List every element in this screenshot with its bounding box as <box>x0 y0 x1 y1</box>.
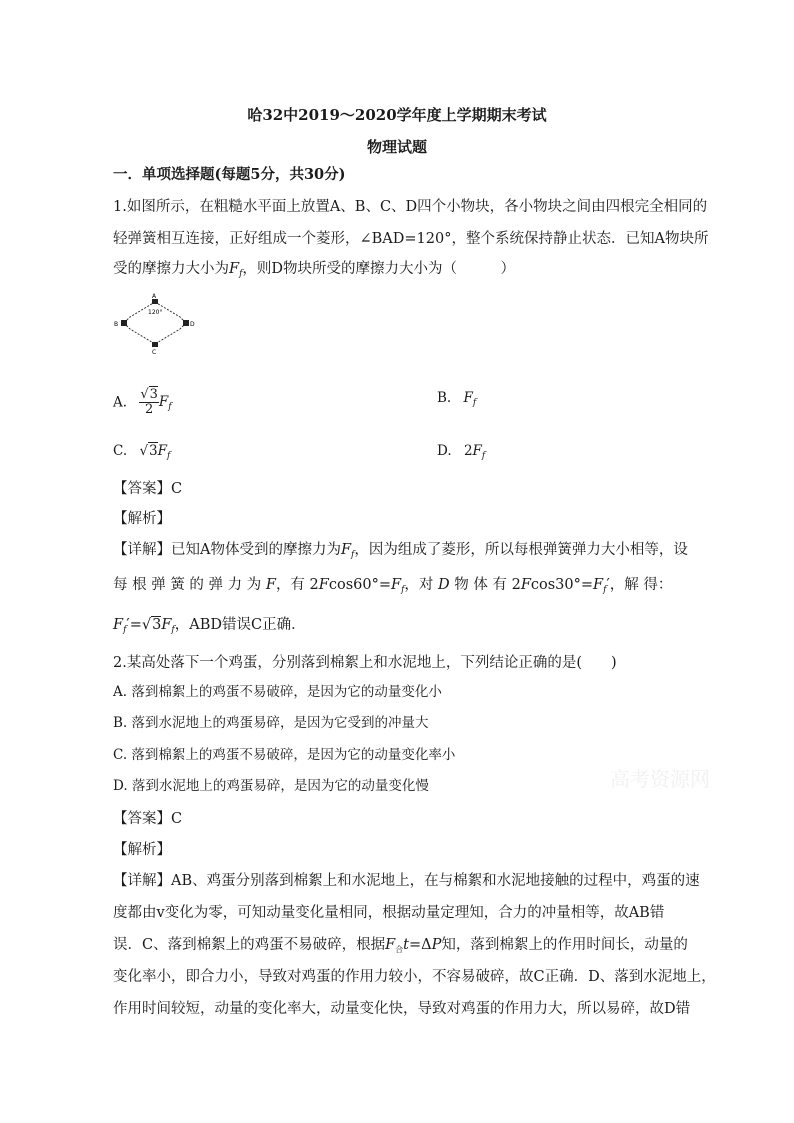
q1-detail-line3: $F_f'=√3F_f$，ABD错误C正确． <box>113 617 306 635</box>
block-b <box>121 320 127 326</box>
q2-detail-line1: 【详解】AB、鸡蛋分别落到棉絮上和水泥地上，在与棉絮和水泥地接触的过程中，鸡蛋的速 <box>113 873 700 889</box>
q1-option-d: D. $2F_f$ <box>437 443 486 461</box>
block-d <box>183 320 189 326</box>
q2-detail-line4: 变化率小，即合力小，导致对鸡蛋的作用力较小，不容易破碎，故C正确．D、落到水泥地上， <box>113 969 716 985</box>
q1-detail-line1: 【详解】已知A物体受到的摩擦力为$F_f$，因为组成了菱形，所以每根弹簧弹力大小相等，设 <box>113 542 688 560</box>
block-c <box>152 342 158 347</box>
section-heading: 一．单项选择题(每题5分，共30分) <box>113 166 346 183</box>
q2-detail-line3: 误．C、落到棉絮上的鸡蛋不易破碎，根据$F_合t=\Delta P$知，落到棉絮上的作用时间长，动量的 <box>113 937 688 954</box>
exam-title: 哈32中2019～2020学年度上学期期末考试 <box>247 106 547 124</box>
q1-option-c: C. $√3F_f$ <box>113 443 171 461</box>
q2-detail-line2: 度都由v变化为零，可知动量变化量相同，根据动量定理知，合力的冲量相等，故AB错 <box>113 905 665 921</box>
rhombus-figure <box>113 292 198 356</box>
angle-label: 120° <box>148 309 163 316</box>
q2-detail-line5: 作用时间较短，动量的变化率大，动量变化快，导致对鸡蛋的作用力大，所以易碎，故D错 <box>113 1001 691 1017</box>
q2-option-c: C. 落到棉絮上的鸡蛋不易破碎，是因为它的动量变化率小 <box>113 747 456 763</box>
q1-option-a: A. $\frac{√3}{2}$ $F_f$ <box>113 387 172 418</box>
watermark: 高考资源网 <box>610 767 710 791</box>
label-a: A <box>152 293 157 300</box>
q1-stem-line2: 轻弹簧相互连接，正好组成一个菱形，∠BAD=120°，整个系统保持静止状态．已知A物块所 <box>113 231 709 247</box>
exam-subtitle: 物理试题 <box>366 138 427 156</box>
q1-analysis: 【解析】 <box>113 511 171 527</box>
q2-stem: 2.某高处落下一个鸡蛋，分别落到棉絮上和水泥地上，下列结论正确的是( ) <box>113 655 617 671</box>
q2-option-d: D. 落到水泥地上的鸡蛋易碎，是因为它的动量变化慢 <box>113 778 429 794</box>
label-b: B <box>114 321 119 328</box>
q1-stem-line3: 受的摩擦力大小为$F_f$，则D物块所受的摩擦力大小为（ ） <box>113 261 516 279</box>
q2-answer: 【答案】C <box>113 811 183 827</box>
q1-stem-line1: 1.如图所示，在粗糙水平面上放置A、B、C、D四个小物块，各小物块之间由四根完全相同的 <box>113 199 708 215</box>
q2-option-a: A. 落到棉絮上的鸡蛋不易破碎，是因为它的动量变化小 <box>113 684 442 700</box>
label-c: C <box>152 349 157 356</box>
q2-analysis: 【解析】 <box>113 842 171 858</box>
label-d: D <box>190 321 195 328</box>
q1-option-b: B. $F_f$ <box>437 390 477 408</box>
q2-option-b: B. 落到水泥地上的鸡蛋易碎，是因为它受到的冲量大 <box>113 715 429 731</box>
q1-answer: 【答案】C <box>113 481 183 497</box>
q1-detail-line2: 每 根 弹 簧 的 弹 力 为 F，有 $2Fcos60^\circ=F_f$，对 D 物 体 有 $2Fcos30^\circ=F_f'$，解 得： <box>113 577 673 595</box>
